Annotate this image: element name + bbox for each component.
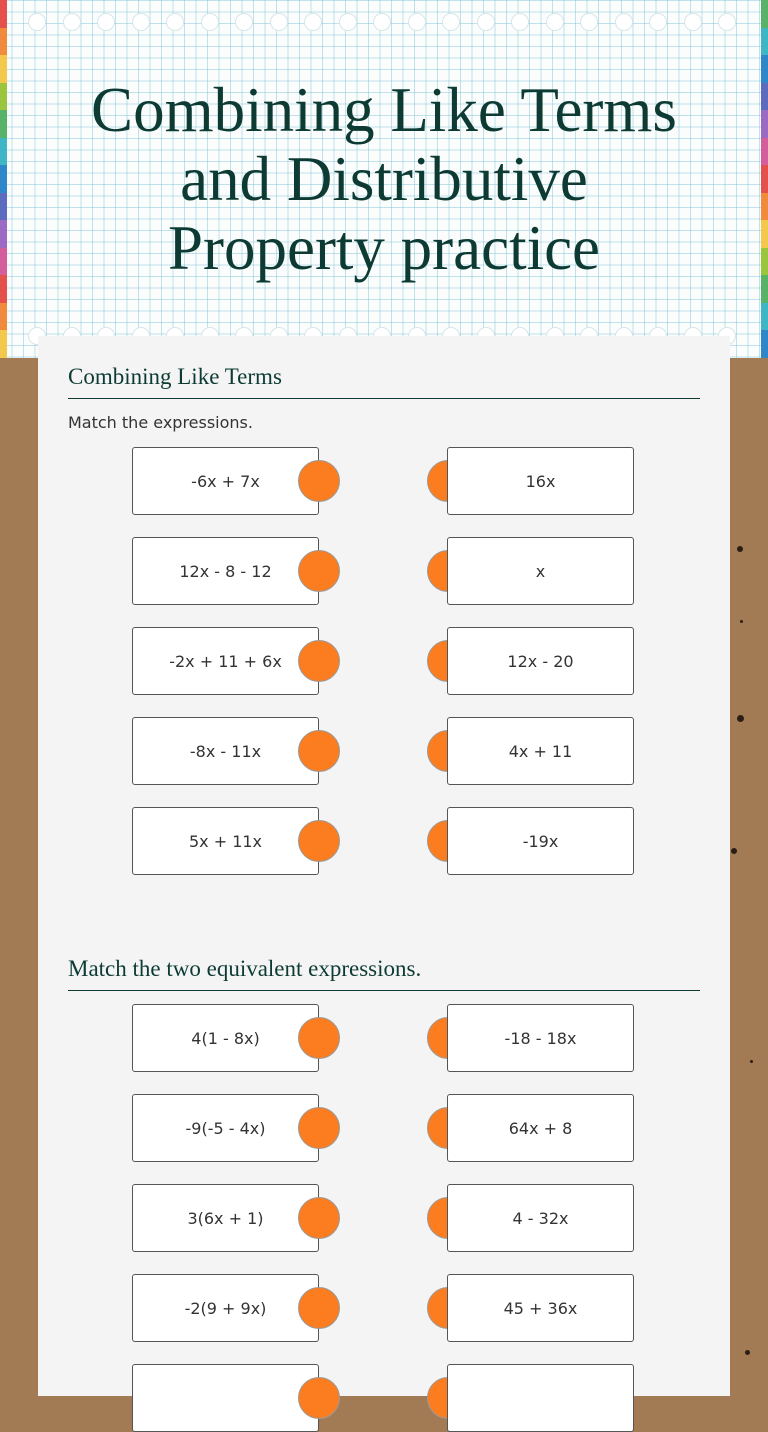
notebook-hole (477, 13, 495, 31)
match-connector-dot[interactable] (298, 1377, 340, 1419)
notebook-hole (442, 13, 460, 31)
match-right-item[interactable]: 12x - 20 (447, 627, 634, 695)
match-right-item[interactable]: 16x (447, 447, 634, 515)
notebook-hole (63, 13, 81, 31)
notebook-hole (201, 13, 219, 31)
match-left-item[interactable]: -9(-5 - 4x) (132, 1094, 319, 1162)
edge-stripe (761, 330, 768, 358)
match-left-item[interactable]: 3(6x + 1) (132, 1184, 319, 1252)
notebook-holes-top (28, 13, 736, 31)
worksheet-card (38, 336, 730, 1396)
notebook-hole (718, 13, 736, 31)
notebook-hole (132, 13, 150, 31)
notebook-hole (615, 13, 633, 31)
edge-stripe (0, 303, 7, 331)
match-connector-dot[interactable] (298, 1107, 340, 1149)
match-left-item[interactable]: -6x + 7x (132, 447, 319, 515)
edge-stripe (0, 330, 7, 358)
edge-stripe (761, 0, 768, 28)
match-right-item[interactable]: x (447, 537, 634, 605)
notebook-hole (28, 13, 46, 31)
cardboard-speck (731, 848, 737, 854)
match-right-item[interactable]: -19x (447, 807, 634, 875)
notebook-hole (511, 13, 529, 31)
title-line-3: Property practice (167, 213, 601, 283)
edge-stripe (0, 28, 7, 56)
match-connector-dot[interactable] (298, 820, 340, 862)
title-line-1: Combining Like Terms (91, 75, 677, 145)
notebook-hole (97, 13, 115, 31)
match-connector-dot[interactable] (298, 640, 340, 682)
match-right-item[interactable]: 45 + 36x (447, 1274, 634, 1342)
notebook-hole (408, 13, 426, 31)
cardboard-speck (750, 1060, 753, 1063)
title-line-2: and Distributive (180, 144, 588, 214)
edge-stripe (0, 0, 7, 28)
cardboard-speck (745, 1350, 750, 1355)
notebook-hole (546, 13, 564, 31)
section-title-combining-like-terms: Combining Like Terms (68, 364, 700, 399)
notebook-hole (166, 13, 184, 31)
match-right-item[interactable] (447, 1364, 634, 1432)
section-instruction: Match the expressions. (68, 413, 253, 432)
edge-stripe (761, 303, 768, 331)
cardboard-speck (740, 620, 743, 623)
match-connector-dot[interactable] (298, 1017, 340, 1059)
notebook-hole (684, 13, 702, 31)
match-connector-dot[interactable] (298, 730, 340, 772)
match-left-item[interactable] (132, 1364, 319, 1432)
match-left-item[interactable]: 5x + 11x (132, 807, 319, 875)
cardboard-speck (737, 715, 744, 722)
match-right-item[interactable]: -18 - 18x (447, 1004, 634, 1072)
match-connector-dot[interactable] (298, 1287, 340, 1329)
match-right-item[interactable]: 4x + 11 (447, 717, 634, 785)
match-left-item[interactable]: 12x - 8 - 12 (132, 537, 319, 605)
notebook-hole (649, 13, 667, 31)
notebook-hole (270, 13, 288, 31)
notebook-hole (580, 13, 598, 31)
match-left-item[interactable]: -8x - 11x (132, 717, 319, 785)
notebook-hole (304, 13, 322, 31)
cardboard-speck (737, 546, 743, 552)
notebook-hole (373, 13, 391, 31)
page-title (0, 76, 768, 283)
worksheet-header (0, 0, 768, 358)
notebook-hole (339, 13, 357, 31)
match-right-item[interactable]: 64x + 8 (447, 1094, 634, 1162)
match-connector-dot[interactable] (298, 460, 340, 502)
edge-stripe (761, 28, 768, 56)
section-title-equivalent-expressions: Match the two equivalent expressions. (68, 956, 700, 991)
match-left-item[interactable]: -2x + 11 + 6x (132, 627, 319, 695)
match-right-item[interactable]: 4 - 32x (447, 1184, 634, 1252)
match-left-item[interactable]: -2(9 + 9x) (132, 1274, 319, 1342)
match-connector-dot[interactable] (298, 1197, 340, 1239)
match-connector-dot[interactable] (298, 550, 340, 592)
match-left-item[interactable]: 4(1 - 8x) (132, 1004, 319, 1072)
notebook-hole (235, 13, 253, 31)
